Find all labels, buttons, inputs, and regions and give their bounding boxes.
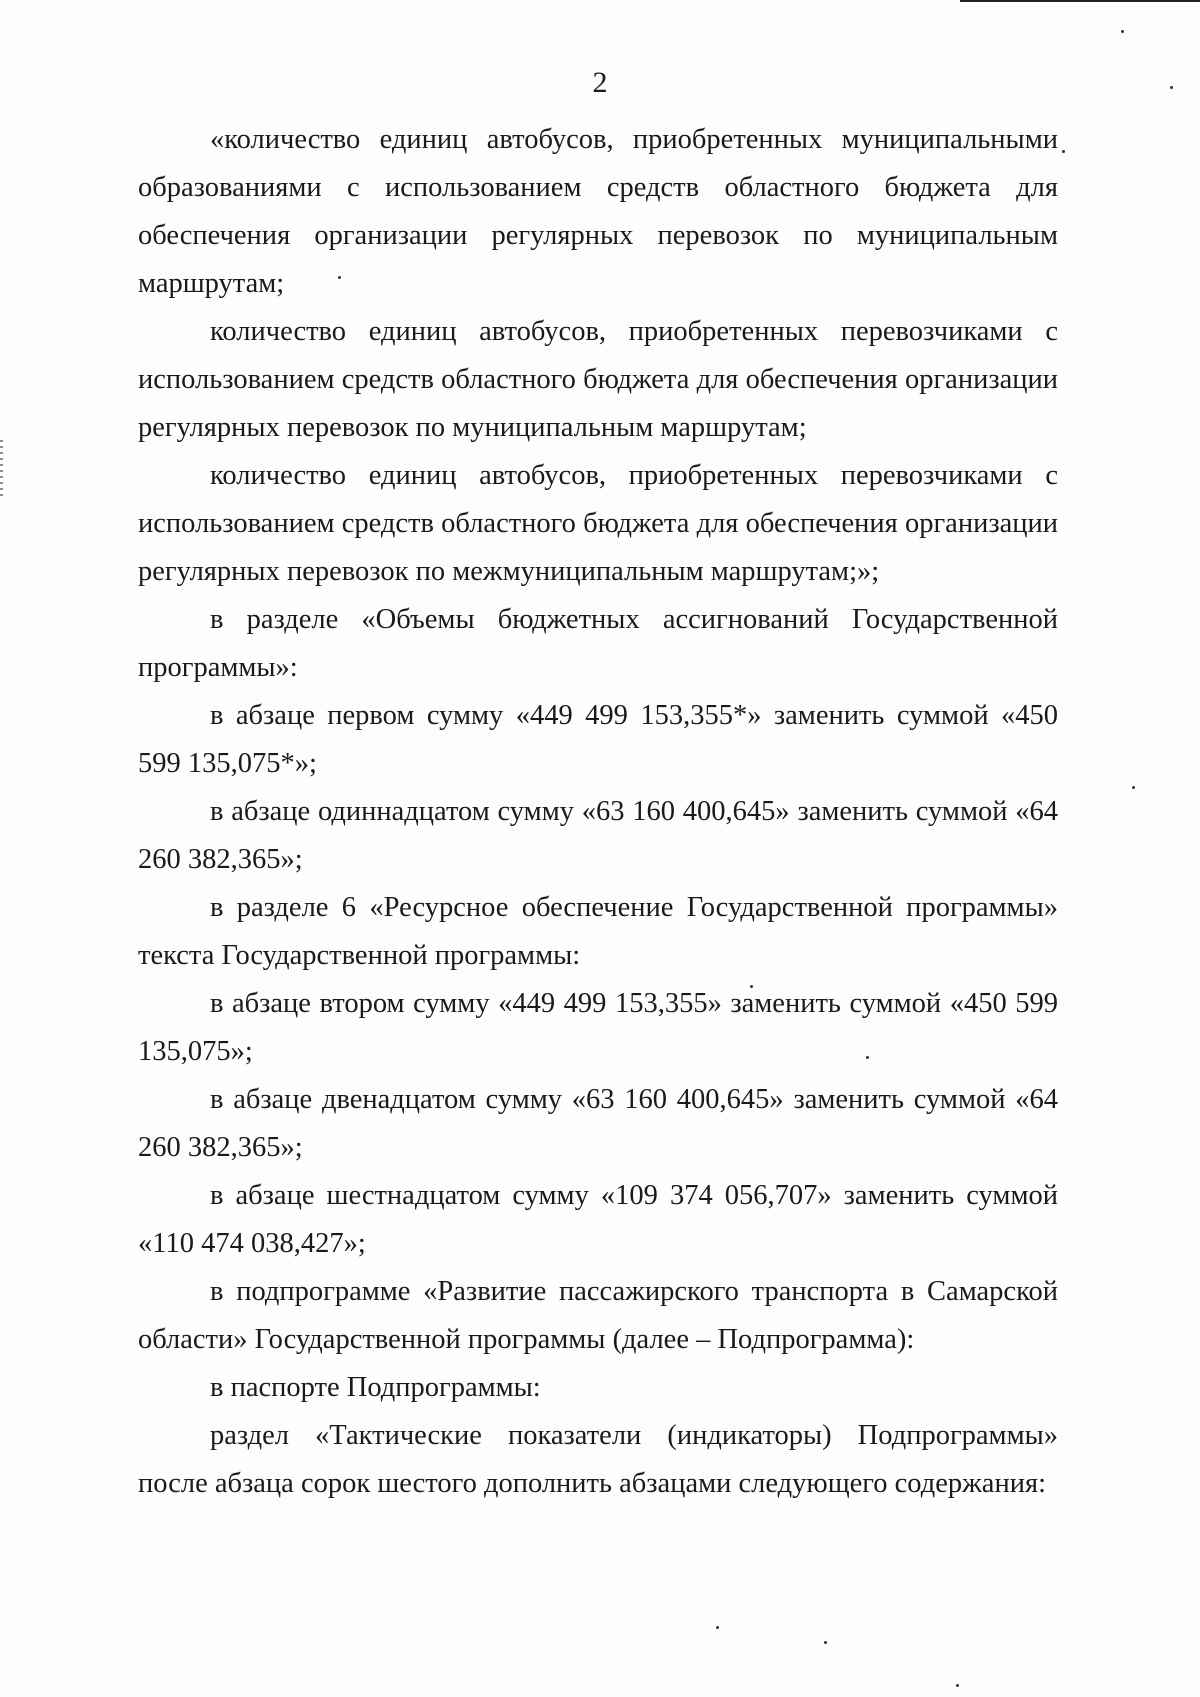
paragraph: в абзаце двенадцатом сумму «63 160 400,645» заменить суммой «64 260 382,365»; — [138, 1084, 1058, 1163]
top-edge-rule — [960, 0, 1200, 2]
scan-speck — [824, 1641, 827, 1644]
paragraph: в разделе «Объемы бюджетных ассигнований Государственной программы»: — [138, 604, 1058, 683]
paragraph: в абзаце одиннадцатом сумму «63 160 400,645» заменить суммой «64 260 382,365»; — [138, 796, 1058, 875]
paragraph: в подпрограмме «Развитие пассажирского транспорта в Самарской области» Государственной программы (далее – Подпрограмма): — [138, 1276, 1058, 1355]
paragraph: в абзаце шестнадцатом сумму «109 374 056,707» заменить суммой «110 474 038,427»; — [138, 1180, 1058, 1259]
paragraph: в абзаце втором сумму «449 499 153,355» заменить суммой «450 599 135,075»; — [138, 988, 1058, 1067]
document-body — [138, 116, 1058, 1508]
paragraph: количество единиц автобусов, приобретенных перевозчиками с использованием средств областного бюджета для обеспечения организации регулярных перевозок по межмуниципальным маршрутам;»; — [138, 460, 1058, 587]
paragraph: в паспорте Подпрограммы: — [210, 1372, 541, 1403]
scan-speck — [1062, 150, 1065, 153]
page-number: 2 — [592, 66, 608, 99]
scan-speck — [1132, 786, 1135, 789]
paragraph: количество единиц автобусов, приобретенных перевозчиками с использованием средств областного бюджета для обеспечения организации регулярных перевозок по муниципальным маршрутам; — [138, 316, 1058, 443]
scan-speck — [716, 1626, 719, 1629]
scan-speck — [1121, 30, 1124, 33]
paragraph: «количество единиц автобусов, приобретенных муниципальными образованиями с использованием средств областного бюджета для обеспечения организации регулярных перевозок по муниципальным маршрутам; — [138, 124, 1058, 299]
paragraph: раздел «Тактические показатели (индикаторы) Подпрограммы» после абзаца сорок шестого дополнить абзацами следующего содержания: — [138, 1420, 1058, 1499]
scan-speck — [956, 1684, 959, 1687]
scan-edge-mark — [0, 440, 3, 500]
paragraph: в разделе 6 «Ресурсное обеспечение Государственной программы» текста Государственной программы: — [138, 892, 1058, 971]
paragraph: в абзаце первом сумму «449 499 153,355*» заменить суммой «450 599 135,075*»; — [138, 700, 1058, 779]
